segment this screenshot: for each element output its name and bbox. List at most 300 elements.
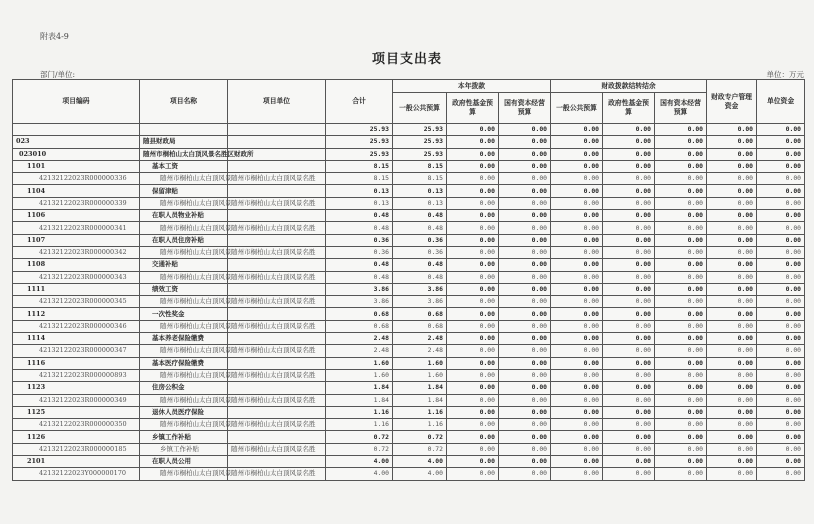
cell-own: 0.00 [757, 308, 805, 320]
cell-c-general: 0.00 [551, 222, 603, 234]
cell-unit: 随州市桐柏山太白顶风景名胜 [228, 173, 326, 185]
table-row [13, 160, 805, 172]
cell-state-capital: 0.00 [499, 382, 551, 394]
cell-c-gov-fund: 0.00 [603, 345, 655, 357]
cell-c-state-capital: 0.00 [655, 173, 707, 185]
cell-c-general: 0.00 [551, 345, 603, 357]
cell-total: 25.93 [326, 124, 393, 136]
table-row [13, 443, 805, 455]
cell-special: 0.00 [707, 234, 757, 246]
cell-state-capital: 0.00 [499, 296, 551, 308]
cell-special: 0.00 [707, 320, 757, 332]
cell-unit [228, 382, 326, 394]
cell-c-state-capital: 0.00 [655, 222, 707, 234]
cell-own: 0.00 [757, 136, 805, 148]
cell-unit [228, 136, 326, 148]
cell-c-general: 0.00 [551, 419, 603, 431]
cell-special: 0.00 [707, 382, 757, 394]
cell-name: 在职人员物业补贴 [140, 210, 228, 222]
cell-name: 绩效工资 [140, 283, 228, 295]
cell-own: 0.00 [757, 419, 805, 431]
cell-c-gov-fund: 0.00 [603, 369, 655, 381]
cell-special: 0.00 [707, 136, 757, 148]
cell-gov-fund: 0.00 [447, 320, 499, 332]
cell-c-state-capital: 0.00 [655, 382, 707, 394]
cell-unit [228, 185, 326, 197]
cell-name: 随州市桐柏山太白顶风景 [140, 369, 228, 381]
cell-total: 1.84 [326, 382, 393, 394]
col-total-header: 合计 [326, 80, 393, 124]
cell-c-state-capital: 0.00 [655, 456, 707, 468]
cell-c-general: 0.00 [551, 259, 603, 271]
cell-name: 住房公积金 [140, 382, 228, 394]
table-row [13, 124, 805, 136]
cell-c-gov-fund: 0.00 [603, 308, 655, 320]
table-row [13, 468, 805, 480]
cell-total: 0.68 [326, 308, 393, 320]
cell-c-gov-fund: 0.00 [603, 443, 655, 455]
cell-c-gov-fund: 0.00 [603, 456, 655, 468]
cell-c-state-capital: 0.00 [655, 136, 707, 148]
cell-code: 42132122023R000000350 [13, 419, 140, 431]
cell-own: 0.00 [757, 148, 805, 160]
table-row [13, 246, 805, 258]
cell-gov-fund: 0.00 [447, 283, 499, 295]
table-row [13, 148, 805, 160]
cell-c-general: 0.00 [551, 246, 603, 258]
cell-total: 3.86 [326, 283, 393, 295]
cell-unit: 随州市桐柏山太白顶风景名胜 [228, 271, 326, 283]
cell-c-gov-fund: 0.00 [603, 357, 655, 369]
cell-special: 0.00 [707, 173, 757, 185]
cell-unit: 随州市桐柏山太白顶风景名胜 [228, 320, 326, 332]
cell-c-state-capital: 0.00 [655, 246, 707, 258]
cell-state-capital: 0.00 [499, 320, 551, 332]
cell-state-capital: 0.00 [499, 160, 551, 172]
cell-unit: 随州市桐柏山太白顶风景名胜 [228, 296, 326, 308]
table-row [13, 382, 805, 394]
cell-code: 42132122023R000000343 [13, 271, 140, 283]
cell-own: 0.00 [757, 124, 805, 136]
cell-c-gov-fund: 0.00 [603, 320, 655, 332]
cell-unit [228, 431, 326, 443]
cell-c-gov-fund: 0.00 [603, 419, 655, 431]
table-row [13, 271, 805, 283]
cell-own: 0.00 [757, 369, 805, 381]
cell-code: 42132122023R000000342 [13, 246, 140, 258]
cell-total: 1.84 [326, 394, 393, 406]
cell-own: 0.00 [757, 222, 805, 234]
cell-unit [228, 333, 326, 345]
table-row [13, 136, 805, 148]
cell-special: 0.00 [707, 222, 757, 234]
cell-own: 0.00 [757, 160, 805, 172]
cell-state-capital: 0.00 [499, 173, 551, 185]
cell-general: 0.13 [393, 185, 447, 197]
cell-general: 25.93 [393, 124, 447, 136]
cell-unit [228, 357, 326, 369]
cell-gov-fund: 0.00 [447, 369, 499, 381]
cell-c-general: 0.00 [551, 271, 603, 283]
cell-code: 2101 [13, 456, 140, 468]
cell-total: 2.48 [326, 345, 393, 357]
cell-gov-fund: 0.00 [447, 468, 499, 480]
cell-gov-fund: 0.00 [447, 259, 499, 271]
cell-c-state-capital: 0.00 [655, 345, 707, 357]
table-row [13, 197, 805, 209]
cell-total: 8.15 [326, 160, 393, 172]
cell-c-state-capital: 0.00 [655, 259, 707, 271]
table-row [13, 234, 805, 246]
cell-general: 1.16 [393, 419, 447, 431]
cell-special: 0.00 [707, 456, 757, 468]
cell-c-general: 0.00 [551, 234, 603, 246]
cell-total: 0.72 [326, 431, 393, 443]
cell-name: 保留津贴 [140, 185, 228, 197]
cell-general: 0.13 [393, 197, 447, 209]
cell-c-general: 0.00 [551, 320, 603, 332]
cell-code: 1114 [13, 333, 140, 345]
cell-total: 3.86 [326, 296, 393, 308]
cell-code: 1101 [13, 160, 140, 172]
cell-state-capital: 0.00 [499, 431, 551, 443]
cell-unit: 随州市桐柏山太白顶风景名胜 [228, 369, 326, 381]
cell-total: 1.60 [326, 357, 393, 369]
table-row [13, 406, 805, 418]
cell-unit: 随州市桐柏山太白顶风景名胜 [228, 246, 326, 258]
cell-total: 1.16 [326, 419, 393, 431]
cell-unit: 随州市桐柏山太白顶风景名胜 [228, 419, 326, 431]
cell-general: 0.48 [393, 259, 447, 271]
cell-name: 随县财政局 [140, 136, 228, 148]
cell-general: 1.60 [393, 357, 447, 369]
cell-own: 0.00 [757, 456, 805, 468]
cell-gov-fund: 0.00 [447, 443, 499, 455]
cell-c-state-capital: 0.00 [655, 431, 707, 443]
cell-gov-fund: 0.00 [447, 173, 499, 185]
cell-gov-fund: 0.00 [447, 296, 499, 308]
cell-c-gov-fund: 0.00 [603, 160, 655, 172]
dept-label: 部门/单位: [40, 70, 76, 79]
cell-state-capital: 0.00 [499, 148, 551, 160]
cell-own: 0.00 [757, 333, 805, 345]
cell-gov-fund: 0.00 [447, 308, 499, 320]
cell-c-state-capital: 0.00 [655, 185, 707, 197]
cell-name: 乡镇工作补贴 [140, 443, 228, 455]
table-row [13, 456, 805, 468]
cell-c-general: 0.00 [551, 456, 603, 468]
cell-name: 随州市桐柏山太白顶风景 [140, 468, 228, 480]
cell-c-state-capital: 0.00 [655, 160, 707, 172]
cell-general: 8.15 [393, 160, 447, 172]
cell-c-general: 0.00 [551, 210, 603, 222]
cell-c-gov-fund: 0.00 [603, 406, 655, 418]
cell-general: 2.48 [393, 345, 447, 357]
cell-name: 一次性奖金 [140, 308, 228, 320]
cell-c-gov-fund: 0.00 [603, 210, 655, 222]
cell-c-gov-fund: 0.00 [603, 173, 655, 185]
attachment-label: 附表4-9 [40, 32, 69, 41]
cell-code: 1116 [13, 357, 140, 369]
cell-own: 0.00 [757, 394, 805, 406]
cell-unit [228, 283, 326, 295]
cell-name: 随州市桐柏山太白顶风景 [140, 296, 228, 308]
cell-c-gov-fund: 0.00 [603, 394, 655, 406]
cell-c-state-capital: 0.00 [655, 210, 707, 222]
cell-gov-fund: 0.00 [447, 382, 499, 394]
cell-general: 2.48 [393, 333, 447, 345]
cell-c-general: 0.00 [551, 406, 603, 418]
cell-own: 0.00 [757, 210, 805, 222]
cell-unit [228, 124, 326, 136]
cell-unit: 随州市桐柏山太白顶风景名胜 [228, 394, 326, 406]
cell-total: 0.13 [326, 197, 393, 209]
col-gov-fund-header: 政府性基金预算 [447, 93, 499, 124]
cell-special: 0.00 [707, 468, 757, 480]
cell-c-general: 0.00 [551, 382, 603, 394]
cell-own: 0.00 [757, 173, 805, 185]
cell-total: 0.48 [326, 210, 393, 222]
cell-total: 8.15 [326, 173, 393, 185]
cell-special: 0.00 [707, 259, 757, 271]
cell-special: 0.00 [707, 419, 757, 431]
cell-name: 随州市桐柏山太白顶风景 [140, 173, 228, 185]
cell-state-capital: 0.00 [499, 222, 551, 234]
cell-special: 0.00 [707, 333, 757, 345]
cell-c-state-capital: 0.00 [655, 443, 707, 455]
cell-special: 0.00 [707, 124, 757, 136]
cell-c-general: 0.00 [551, 394, 603, 406]
cell-general: 0.68 [393, 320, 447, 332]
cell-code: 42132122023R000000185 [13, 443, 140, 455]
cell-name: 基本工资 [140, 160, 228, 172]
cell-c-state-capital: 0.00 [655, 271, 707, 283]
cell-own: 0.00 [757, 197, 805, 209]
cell-c-state-capital: 0.00 [655, 394, 707, 406]
cell-unit [228, 234, 326, 246]
cell-special: 0.00 [707, 443, 757, 455]
cell-c-state-capital: 0.00 [655, 333, 707, 345]
cell-total: 0.72 [326, 443, 393, 455]
cell-gov-fund: 0.00 [447, 136, 499, 148]
cell-own: 0.00 [757, 185, 805, 197]
cell-special: 0.00 [707, 406, 757, 418]
cell-total: 25.93 [326, 136, 393, 148]
cell-c-state-capital: 0.00 [655, 234, 707, 246]
page-title: 项目支出表 [371, 52, 442, 67]
col-special-header: 财政专户管理资金 [707, 80, 757, 124]
cell-c-state-capital: 0.00 [655, 320, 707, 332]
cell-total: 0.13 [326, 185, 393, 197]
cell-gov-fund: 0.00 [447, 456, 499, 468]
cell-name: 随州市桐柏山太白顶风景 [140, 222, 228, 234]
cell-total: 4.00 [326, 468, 393, 480]
cell-code: 42132122023R000000893 [13, 369, 140, 381]
cell-special: 0.00 [707, 308, 757, 320]
cell-state-capital: 0.00 [499, 136, 551, 148]
cell-special: 0.00 [707, 271, 757, 283]
cell-total: 4.00 [326, 456, 393, 468]
cell-own: 0.00 [757, 320, 805, 332]
cell-gov-fund: 0.00 [447, 406, 499, 418]
cell-c-gov-fund: 0.00 [603, 296, 655, 308]
cell-general: 1.60 [393, 369, 447, 381]
cell-code: 42132122023R000000346 [13, 320, 140, 332]
cell-c-gov-fund: 0.00 [603, 148, 655, 160]
cell-c-state-capital: 0.00 [655, 283, 707, 295]
table-row [13, 185, 805, 197]
cell-gov-fund: 0.00 [447, 185, 499, 197]
cell-c-gov-fund: 0.00 [603, 136, 655, 148]
cell-gov-fund: 0.00 [447, 124, 499, 136]
cell-code: 1123 [13, 382, 140, 394]
cell-total: 1.60 [326, 369, 393, 381]
col-carry-general-header: 一般公共预算 [551, 93, 603, 124]
group-current-header: 本年拨款 [393, 80, 551, 93]
cell-own: 0.00 [757, 271, 805, 283]
cell-c-general: 0.00 [551, 296, 603, 308]
cell-state-capital: 0.00 [499, 210, 551, 222]
cell-general: 4.00 [393, 456, 447, 468]
cell-state-capital: 0.00 [499, 308, 551, 320]
cell-state-capital: 0.00 [499, 419, 551, 431]
cell-unit [228, 160, 326, 172]
cell-special: 0.00 [707, 148, 757, 160]
cell-c-gov-fund: 0.00 [603, 333, 655, 345]
table-row [13, 308, 805, 320]
cell-gov-fund: 0.00 [447, 197, 499, 209]
cell-state-capital: 0.00 [499, 283, 551, 295]
cell-name: 在职人员住房补贴 [140, 234, 228, 246]
cell-c-state-capital: 0.00 [655, 197, 707, 209]
cell-c-state-capital: 0.00 [655, 296, 707, 308]
unit-label: 单位：万元 [766, 70, 804, 79]
table-row [13, 333, 805, 345]
cell-state-capital: 0.00 [499, 259, 551, 271]
cell-general: 0.48 [393, 210, 447, 222]
cell-special: 0.00 [707, 197, 757, 209]
cell-total: 25.93 [326, 148, 393, 160]
cell-own: 0.00 [757, 443, 805, 455]
cell-c-gov-fund: 0.00 [603, 234, 655, 246]
group-carry-header: 财政拨款结转结余 [551, 80, 707, 93]
cell-code: 1112 [13, 308, 140, 320]
cell-c-general: 0.00 [551, 308, 603, 320]
cell-general: 0.48 [393, 222, 447, 234]
cell-own: 0.00 [757, 296, 805, 308]
cell-state-capital: 0.00 [499, 124, 551, 136]
cell-c-gov-fund: 0.00 [603, 185, 655, 197]
cell-special: 0.00 [707, 431, 757, 443]
cell-c-gov-fund: 0.00 [603, 222, 655, 234]
cell-c-general: 0.00 [551, 160, 603, 172]
cell-code: 42132122023R000000349 [13, 394, 140, 406]
table-row [13, 173, 805, 185]
cell-code: 42132122023R000000339 [13, 197, 140, 209]
table-row [13, 222, 805, 234]
cell-c-general: 0.00 [551, 124, 603, 136]
cell-special: 0.00 [707, 160, 757, 172]
table-row [13, 357, 805, 369]
cell-name: 随州市桐柏山太白顶风景名胜区财政所 [140, 148, 228, 160]
cell-code: 1125 [13, 406, 140, 418]
cell-code: 42132122023R000000347 [13, 345, 140, 357]
cell-general: 1.16 [393, 406, 447, 418]
cell-special: 0.00 [707, 369, 757, 381]
cell-c-general: 0.00 [551, 431, 603, 443]
cell-code: 1104 [13, 185, 140, 197]
col-carry-gov-fund-header: 政府性基金预算 [603, 93, 655, 124]
cell-name: 退休人员医疗保险 [140, 406, 228, 418]
cell-unit [228, 210, 326, 222]
cell-state-capital: 0.00 [499, 406, 551, 418]
cell-own: 0.00 [757, 357, 805, 369]
cell-special: 0.00 [707, 394, 757, 406]
cell-c-state-capital: 0.00 [655, 357, 707, 369]
cell-unit: 随州市桐柏山太白顶风景名胜 [228, 197, 326, 209]
cell-c-gov-fund: 0.00 [603, 124, 655, 136]
cell-c-state-capital: 0.00 [655, 308, 707, 320]
col-carry-state-capital-header: 国有资本经营预算 [655, 93, 707, 124]
cell-name: 交通补贴 [140, 259, 228, 271]
cell-code: 023 [13, 136, 140, 148]
cell-c-general: 0.00 [551, 173, 603, 185]
cell-total: 0.48 [326, 271, 393, 283]
cell-state-capital: 0.00 [499, 456, 551, 468]
cell-c-general: 0.00 [551, 148, 603, 160]
table-row [13, 345, 805, 357]
cell-state-capital: 0.00 [499, 369, 551, 381]
cell-unit [228, 406, 326, 418]
cell-state-capital: 0.00 [499, 394, 551, 406]
cell-gov-fund: 0.00 [447, 345, 499, 357]
cell-gov-fund: 0.00 [447, 333, 499, 345]
cell-gov-fund: 0.00 [447, 357, 499, 369]
cell-c-state-capital: 0.00 [655, 148, 707, 160]
cell-code [13, 124, 140, 136]
cell-name: 随州市桐柏山太白顶风景 [140, 320, 228, 332]
cell-own: 0.00 [757, 259, 805, 271]
cell-own: 0.00 [757, 283, 805, 295]
cell-special: 0.00 [707, 210, 757, 222]
cell-code: 42132122023R000000336 [13, 173, 140, 185]
cell-own: 0.00 [757, 431, 805, 443]
cell-c-general: 0.00 [551, 369, 603, 381]
cell-own: 0.00 [757, 234, 805, 246]
cell-name: 随州市桐柏山太白顶风景 [140, 197, 228, 209]
table-row [13, 296, 805, 308]
cell-general: 3.86 [393, 296, 447, 308]
cell-code: 42132122023R000000341 [13, 222, 140, 234]
cell-total: 0.48 [326, 259, 393, 271]
cell-unit: 随州市桐柏山太白顶风景名胜 [228, 468, 326, 480]
cell-name: 基本医疗保险缴费 [140, 357, 228, 369]
cell-name: 基本养老保险缴费 [140, 333, 228, 345]
cell-total: 0.36 [326, 234, 393, 246]
cell-c-general: 0.00 [551, 468, 603, 480]
cell-gov-fund: 0.00 [447, 148, 499, 160]
cell-c-gov-fund: 0.00 [603, 197, 655, 209]
cell-name: 随州市桐柏山太白顶风景 [140, 394, 228, 406]
cell-gov-fund: 0.00 [447, 160, 499, 172]
cell-gov-fund: 0.00 [447, 394, 499, 406]
cell-gov-fund: 0.00 [447, 210, 499, 222]
cell-c-state-capital: 0.00 [655, 419, 707, 431]
table-row [13, 283, 805, 295]
cell-general: 1.84 [393, 382, 447, 394]
cell-general: 0.72 [393, 443, 447, 455]
col-code-header: 项目编码 [13, 80, 140, 124]
